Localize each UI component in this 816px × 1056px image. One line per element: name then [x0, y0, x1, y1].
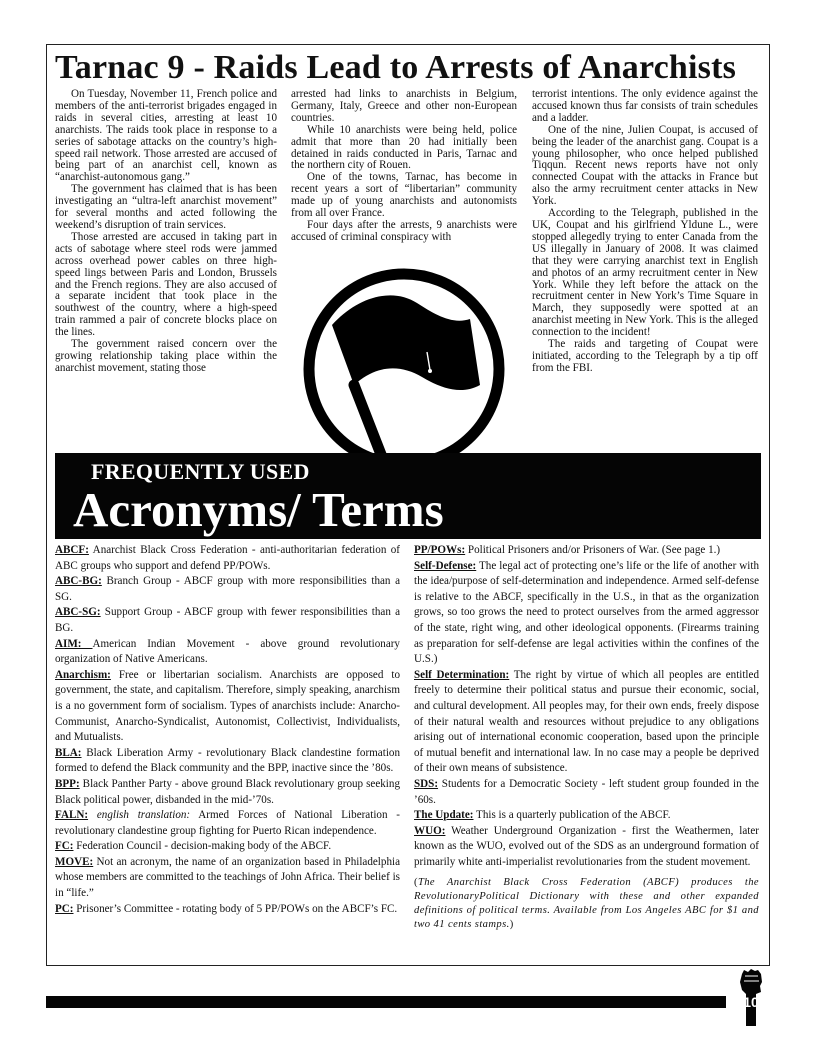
article-headline: Tarnac 9 - Raids Lead to Arrests of Anarchists	[55, 49, 737, 86]
dictionary-note	[414, 876, 759, 932]
article-paragraph: The raids and targeting of Coupat were initiated, according to the Telegraph by a tip off from the FBI.	[532, 338, 758, 374]
term-entry	[55, 808, 400, 839]
term-definition: Branch Group - ABCF group with more responsibilities than a SG.	[55, 575, 400, 603]
term-name: Self-Defense:	[414, 559, 477, 572]
term-entry	[55, 777, 400, 808]
term-entry	[414, 777, 759, 808]
term-entry	[55, 605, 400, 636]
term-definition: Weather Underground Organization - first the Weathermen, later known as the WUO, evolved out of the SDS as an underground formation of primarily white anti-imperialist revolutionaries from the student movement.	[414, 824, 759, 868]
term-entry	[55, 637, 400, 668]
article-paragraph: The government raised concern over the growing relationship taking place within the anarchist movement, stating those	[55, 338, 277, 374]
term-definition: Political Prisoners and/or Prisoners of War. (See page 1.)	[465, 544, 721, 556]
note-open-paren: (	[414, 877, 418, 889]
term-definition: This is a quarterly publication of the ABCF.	[473, 809, 671, 822]
term-name: The Update:	[414, 809, 474, 822]
article-paragraph: One of the nine, Julien Coupat, is accused of being the leader of the anarchist gang. Coupat is a young philosopher, who once helped published Tiqqun. Recent news reports have not only connected Coupat with the attacks in France but also the army recruitment center attacks in New York.	[532, 123, 758, 208]
article-paragraph: While 10 anarchists were being held, police admit that more than 20 had initially been detained in raids conducted in Paris, Tarnac and the northern city of Rouen.	[291, 123, 517, 172]
term-name: ABC-BG:	[55, 575, 102, 588]
term-definition: Armed Forces of National Liberation - revolutionary clandestine group fighting for Puerto Rican independence.	[55, 809, 400, 837]
term-entry	[55, 902, 400, 918]
term-name: BPP:	[55, 777, 80, 790]
term-name: SDS:	[414, 777, 439, 790]
term-definition: Not an acronym, the name of an organization based in Philadelphia whose members are committed to the teachings of John Africa. Their belief is in “life.”	[55, 855, 400, 900]
article-paragraph: According to the Telegraph, published in the UK, Coupat and his girlfriend Yldune L., were stopped allegedly trying to enter Canada from the US illegally in January of 2008. It was claimed that they were carrying anarchist text in English and photos of an army recruitment center in New York. While they left before the attack on the recruitment center in New York’s Time Square in March, they supposedly were spotted at an anarchist meeting in New York. This is the alleged connection to the incident!	[532, 207, 758, 339]
term-name: PC:	[55, 902, 74, 915]
term-definition: Black Panther Party - above ground Black revolutionary group seeking Black political power, disbanded in the mid-’70s.	[55, 777, 400, 806]
article-paragraph: Four days after the arrests, 9 anarchists were accused of criminal conspiracy with	[291, 218, 517, 243]
article-paragraph: terrorist intentions. The only evidence against the accused known thus far consists of train schedules and a ladder.	[532, 88, 758, 124]
term-entry	[414, 668, 759, 777]
article-column-2	[291, 89, 517, 244]
term-entry	[414, 559, 759, 668]
term-name: PP/POWs:	[414, 544, 466, 556]
acronyms-banner	[55, 453, 761, 539]
term-entry	[55, 668, 400, 746]
term-name: Anarchism:	[55, 668, 111, 681]
term-entry	[414, 824, 759, 871]
term-definition: The right by virtue of which all peoples are entitled freely to determine their political status and pursue their economic, social, and cultural development. All peoples may, for their own ends, freely dispose of their natural wealth and resources without prejudice to any obligations arising out of international economic cooperation, based upon the principle of mutual benefit and international law. In no case may a people be deprived of their own means of subsistence.	[414, 668, 759, 775]
banner-kicker: FREQUENTLY USED	[91, 459, 310, 484]
term-name: ABC-SG:	[55, 606, 101, 619]
article-column-1	[55, 89, 277, 375]
term-name: WUO:	[414, 824, 446, 837]
term-name: ABCF:	[55, 544, 89, 556]
term-definition: Anarchist Black Cross Federation - anti-authoritarian federation of ABC groups who support and defend PP/POWs.	[55, 544, 400, 572]
term-definition: Federation Council - decision-making body of the ABCF.	[73, 840, 332, 853]
term-name: FALN:	[55, 809, 89, 822]
term-name: BLA:	[55, 746, 82, 759]
article-paragraph: arrested had links to anarchists in Belgium, Germany, Italy, Greece and other non-European countries.	[291, 88, 517, 124]
article-paragraph: One of the towns, Tarnac, has become in recent years a sort of “libertarian” community made up of young anarchists and autonomists from all over France.	[291, 171, 517, 220]
article-paragraph: On Tuesday, November 11, French police and members of the anti-terrorist brigades engaged in raids in several cities, arresting at least 10 anarchists. The raids took place in response to a series of sabotage attacks on the country’s high-speed rail network. Those arrested are accused of being part of an anarchist cell, known as “anarchist-autonomous gang.”	[55, 88, 277, 184]
terms-column-right	[414, 543, 759, 932]
term-entry	[414, 808, 759, 824]
term-definition: Prisoner’s Committee - rotating body of 5 PP/POWs on the ABCF’s FC.	[73, 902, 398, 915]
terms-column-left	[55, 543, 400, 917]
article-column-3	[532, 89, 758, 375]
footer-bar	[46, 996, 726, 1008]
term-definition: Black Liberation Army - revolutionary Black clandestine formation formed to defend the Black community and the BPP, inactive since the ’80s.	[55, 746, 400, 775]
term-entry	[55, 746, 400, 777]
term-entry	[414, 543, 759, 559]
term-entry	[55, 543, 400, 574]
anarchist-black-flag-icon	[302, 267, 506, 471]
term-name: AIM:	[55, 637, 93, 650]
page-number: 10	[743, 994, 759, 1010]
term-entry	[55, 855, 400, 902]
note-text: The Anarchist Black Cross Federation (ABCF) produces the RevolutionaryPolitical Dictionary with these and other expanded definitions of political terms. Available from Los Angeles ABC for $1 and two 41 cents stamps.	[414, 877, 759, 931]
term-name: MOVE:	[55, 855, 94, 868]
term-definition: American Indian Movement - above ground revolutionary organization of Native Americans.	[55, 637, 400, 666]
term-definition: The legal act of protecting one’s life or the life of another with the idea/purpose of self-determination and independence. Armed self-defense is relative to the ABCF, specifically in the U.S., in that as the organization grows, so too grows the need to protect ourselves from the armed aggressor of the state, right wing, and other ideological opponents. (Firearms training as preparation for self-defense are legal activities within the confines of the U.S.)	[414, 559, 759, 666]
banner-title: Acronyms/ Terms	[73, 482, 444, 537]
term-definition: Students for a Democratic Society - left student group founded in the ’60s.	[414, 777, 759, 806]
term-definition: Free or libertarian socialism. Anarchists are opposed to government, the state, and capitalism. Therefore, simply speaking, anarchism is a no government form of socialism. Types of anarchists include: Anarcho-Communist, Anarcho-Syndicalist, Autonomist, Collectivist, Individualists, and Mutualists.	[55, 668, 400, 744]
term-entry	[55, 839, 400, 855]
term-entry	[55, 574, 400, 605]
note-close-paren: )	[509, 919, 514, 931]
term-definition-italic: english translation:	[88, 809, 191, 822]
term-name: FC:	[55, 840, 74, 853]
term-name: Self Determination:	[414, 668, 510, 681]
article-paragraph: The government has claimed that is has been investigating an “ultra-left anarchist movement” for several months and acted following the weekend’s disruption of train services.	[55, 183, 277, 231]
article-paragraph: Those arrested are accused in taking part in acts of sabotage where steel rods were jammed across overhead power cables on three high-speed lings between Paris and London, Brussels and the French regions. They are also accused of a separate incident that took place in the southwest of the country, where a high-speed train rammed a pair of concrete blocks place on the lines.	[55, 230, 277, 339]
term-definition: Support Group - ABCF group with fewer responsibilities than a BG.	[55, 606, 400, 634]
